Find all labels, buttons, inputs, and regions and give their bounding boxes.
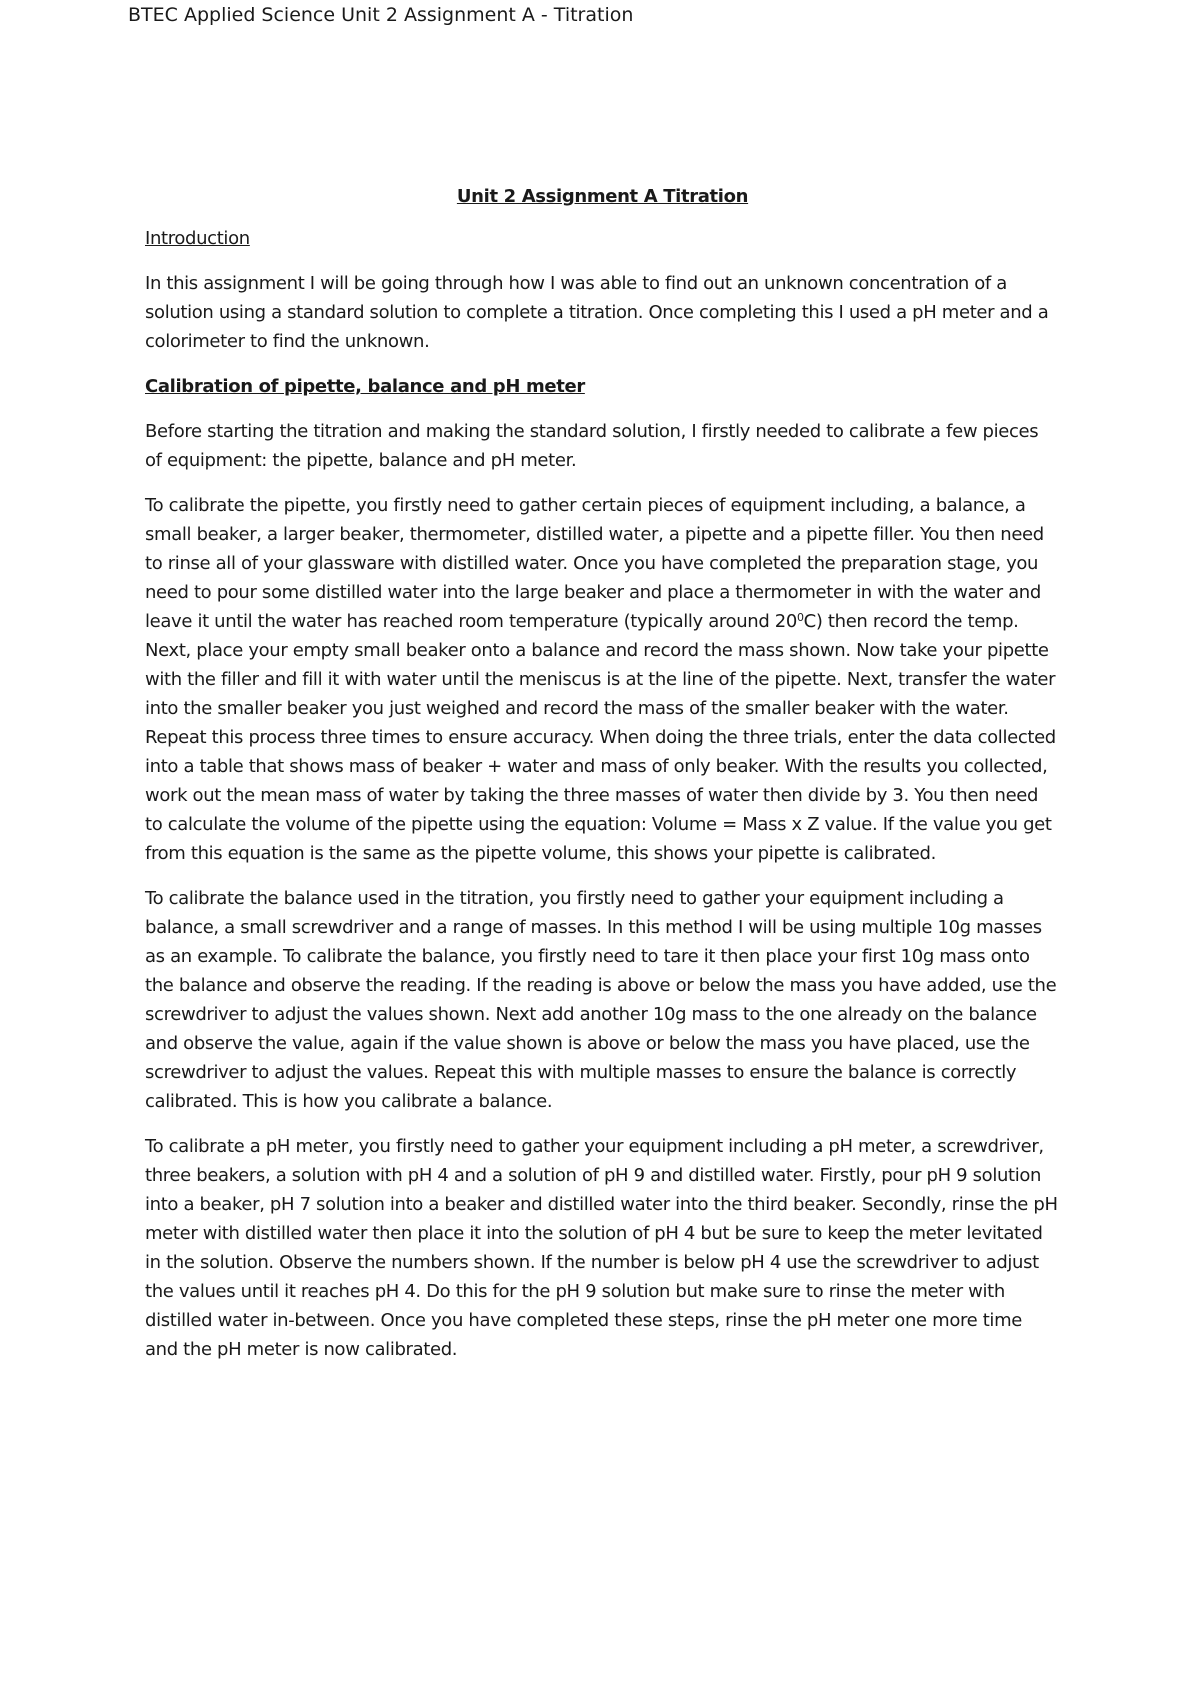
degree-superscript: 0 xyxy=(797,611,804,624)
introduction-paragraph: In this assignment I will be going through how I was able to find out an unknown concentration of a solution using a standard solution to complete a titration. Once completing this I used a pH meter and a colorimeter to find the unknown. xyxy=(145,273,1049,352)
balance-calibration-paragraph: To calibrate the balance used in the titration, you firstly need to gather your equipment including a balance, a small screwdriver and a range of masses. In this method I will be using multiple 10g masses as an example. To calibrate the balance, you firstly need to tare it then place your first 10g mass onto the balance and observe the reading. If the reading is above or below the mass you have added, use the screwdriver to adjust the values shown. Next add another 10g mass to the one already on the balance and observe the value, again if the value shown is above or below the mass you have placed, use the screwdriver to adjust the values. Repeat this with multiple masses to ensure the balance is correctly calibrated. This is how you calibrate a balance. xyxy=(145,888,1057,1112)
page-title: Unit 2 Assignment A Titration xyxy=(456,186,749,207)
document-body xyxy=(145,182,1060,1380)
running-header: BTEC Applied Science Unit 2 Assignment A - Titration xyxy=(128,4,634,26)
calibration-heading: Calibration of pipette, balance and pH meter xyxy=(145,376,585,397)
pipette-text-part1: To calibrate the pipette, you firstly need to gather certain pieces of equipment including, a balance, a small beaker, a larger beaker, thermometer, distilled water, a pipette and a pipette filler. You then need to rinse all of your glassware with distilled water. Once you have completed the preparation stage, you need to pour some distilled water into the large beaker and place a thermometer in with the water and leave it until the water has reached room temperature (typically around 20 xyxy=(145,495,1044,632)
pipette-calibration-paragraph xyxy=(145,491,1060,868)
calibration-intro-paragraph: Before starting the titration and making the standard solution, I firstly needed to calibrate a few pieces of equipment: the pipette, balance and pH meter. xyxy=(145,421,1039,471)
introduction-heading: Introduction xyxy=(145,228,250,249)
ph-meter-calibration-paragraph: To calibrate a pH meter, you firstly need to gather your equipment including a pH meter, a screwdriver, three beakers, a solution with pH 4 and a solution of pH 9 and distilled water. Firstly, pour pH 9 solution into a beaker, pH 7 solution into a beaker and distilled water into the third beaker. Secondly, rinse the pH meter with distilled water then place it into the solution of pH 4 but be sure to keep the meter levitated in the solution. Observe the numbers shown. If the number is below pH 4 use the screwdriver to adjust the values until it reaches pH 4. Do this for the pH 9 solution but make sure to rinse the meter with distilled water in-between. Once you have completed these steps, rinse the pH meter one more time and the pH meter is now calibrated. xyxy=(145,1136,1058,1360)
pipette-text-part2: C) then record the temp. Next, place your empty small beaker onto a balance and record the mass shown. Now take your pipette with the filler and fill it with water until the meniscus is at the line of the pipette. Next, transfer the water into the smaller beaker you just weighed and record the mass of the smaller beaker with the water. Repeat this process three times to ensure accuracy. When doing the three trials, enter the data collected into a table that shows mass of beaker + water and mass of only beaker. With the results you collected, work out the mean mass of water by taking the three masses of water then divide by 3. You then need to calculate the volume of the pipette using the equation: Volume = Mass x Z value. If the value you get from this equation is the same as the pipette volume, this shows your pipette is calibrated. xyxy=(145,611,1056,864)
